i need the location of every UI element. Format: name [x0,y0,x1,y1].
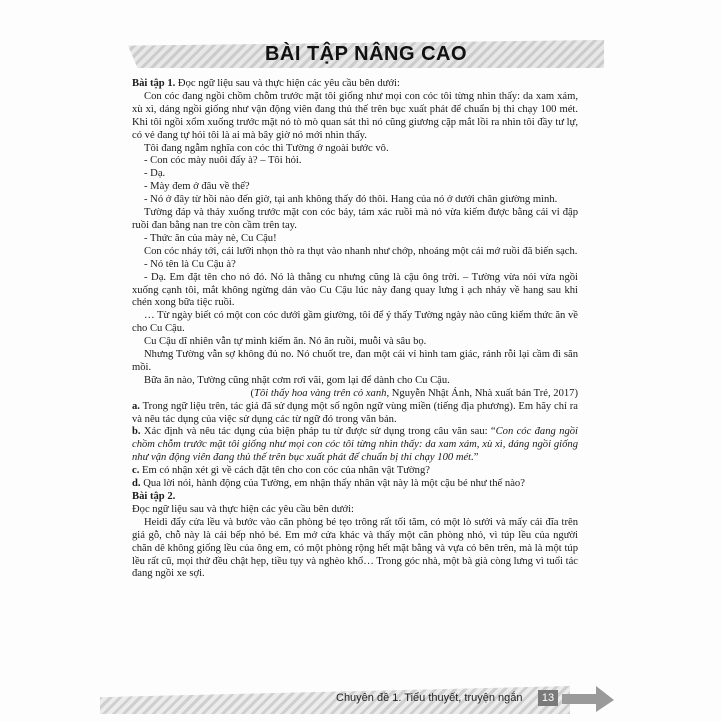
dialogue-line: - Dạ. [144,168,166,180]
question-c: c. Em có nhận xét gì về cách đặt tên cho con cóc của nhân vật Tường? [132,465,430,477]
exercise-2-instruction: Đọc ngữ liệu sau và thực hiện các yêu cầu bên dưới: [132,503,354,515]
exercise-1-intro [132,78,578,91]
main-text [132,78,578,581]
source-citation: (Tôi thấy hoa vàng trên cỏ xanh, Nguyễn Nhật Ánh, Nhà xuất bản Trẻ, 2017) [250,387,578,399]
page-title: BÀI TẬP NÂNG CAO [264,42,468,65]
exercise-1-instruction: Đọc ngữ liệu sau và thực hiện các yêu cầu bên dưới: [175,78,400,89]
chapter-title: Chuyên đề 1. Tiểu thuyết, truyện ngắn [336,692,523,704]
paragraph: Bữa ăn nào, Tường cũng nhặt cơm rơi vãi, gom lại để dành cho Cu Cậu. [144,374,450,386]
paragraph: Heidi đẩy cửa lều và bước vào căn phòng bé tẹo trông rất tối tăm, có một lò sưởi và mấy cái đĩa trên giá gỗ, chỗ này là cái bếp nhỏ bé. Em mở cửa khác và thấy một căn phòng nhỏ, vì túp lều của người chăn dê không giống lều của ông em, có một phòng rộng hết mặt bằng và vựa cỏ bên trên, mà là một túp lều rất cũ, mọi thứ đều chật hẹp, tiều tụy và nghèo khổ… Trong góc nhà, một bà già còng lưng vì tuổi tác đang ngồi xe sợi. [132,516,578,580]
dialogue-line: - Mày đem ở đâu về thế? [144,181,250,193]
question-d: d. Qua lời nói, hành động của Tường, em nhận thấy nhân vật này là một cậu bé như thế nào? [132,478,525,490]
source-title: Tôi thấy hoa vàng trên cỏ xanh [254,387,387,399]
page-number: 13 [538,690,558,706]
quoted-sentence: Con cóc đang ngồi chồm chỗm trước mặt tôi giống như mọi con cóc tôi từng nhìn thấy: da xam xám, xù xì, dáng ngồi giống như vận động viên đang thủ thế trên bục xuất phát để chuẩn bị thi chạy 100 mét. [132,426,578,464]
paragraph: Tôi đang ngẫm nghĩa con cóc thì Tường ở ngoài bước vô. [144,142,389,154]
exercise-1-heading: Bài tập 1. [132,78,176,89]
question-a: a. Trong ngữ liệu trên, tác giả đã sử dụng một số ngôn ngữ vùng miền (tiếng địa phương). Em hãy chỉ ra và nêu tác dụng của việc sử dụng các từ ngữ đó trong văn bản. [132,400,578,425]
page-footer [0,676,722,722]
paragraph: Con cóc nhảy tới, cái lưỡi nhọn thò ra thụt vào nhanh như chớp, nhoáng một cái mớ ruồi đã biến sạch. [144,245,578,257]
paragraph: Tường đáp và thảy xuống trước mặt con cóc bảy, tám xác ruồi mà nó vừa kiếm được bằng cái vỉ đập ruồi đan bằng nan tre còn cầm trên tay. [132,207,578,231]
paragraph: Nhưng Tường vẫn sợ không đủ no. Nó chuốt tre, đan một cái vỉ hình tam giác, rảnh rỗi lại cầm đi săn mồi. [132,349,578,373]
dialogue-line: - Nó tên là Cu Cậu à? [144,258,236,270]
arrow-icon [562,684,614,714]
dialogue-line: - Thức ăn của mày nè, Cu Cậu! [144,232,277,244]
dialogue-line: - Nó ở đây từ hồi nào đến giờ, tại anh không thấy đó thôi. Hang của nó ở dưới chân giường mình. [144,194,558,206]
section-banner [128,40,604,68]
paragraph: … Từ ngày biết có một con cóc dưới gầm giường, tôi để ý thấy Tường ngày nào cũng kiếm thức ăn về cho Cu Cậu. [132,310,578,335]
dialogue-line: - Con cóc mày nuôi đấy à? – Tôi hỏi. [144,155,302,167]
paragraph: Cu Cậu dĩ nhiên vẫn tự mình kiếm ăn. Nó ăn ruồi, muỗi và sâu bọ. [144,336,427,348]
question-b: b. Xác định và nêu tác dụng của biện pháp tu từ được sử dụng trong câu văn sau: “Con cóc đang ngồi chồm chỗm trước mặt tôi giống như mọi con cóc tôi từng nhìn thấy: da xam xám, xù xì, dáng ngồi giống như vận động viên đang thủ thế trên bục xuất phát để chuẩn bị thi chạy 100 mét.” [132,426,578,464]
paragraph: Con cóc đang ngồi chồm chỗm trước mặt tôi giống như mọi con cóc tôi từng nhìn thấy: da xam xám, xù xì, dáng ngồi giống như vận động viên đang thủ thế trên bục xuất phát để chuẩn bị thi chạy 100 mét. Khi tôi ngồi xổm xuống trước mặt nó tò mò quan sát thì nó cũng giương cặp mắt lồi ra nhìn tôi đầy tư lự, có vẻ đang tự hỏi tôi là ai mà bây giờ nó mới nhìn thấy. [132,90,578,141]
dialogue-line: - Dạ. Em đặt tên cho nó đó. Nó là thằng cu nhưng cũng là cậu ông trời. – Tường vừa nói vừa ngồi xuống cạnh tôi, mắt không ngừng dán vào Cu Cậu lúc này đang quay lưng ì ạch nhảy về hang sau khi chén xong bữa tiệc ruồi. [132,271,578,309]
exercise-2-heading: Bài tập 2. [132,491,176,502]
